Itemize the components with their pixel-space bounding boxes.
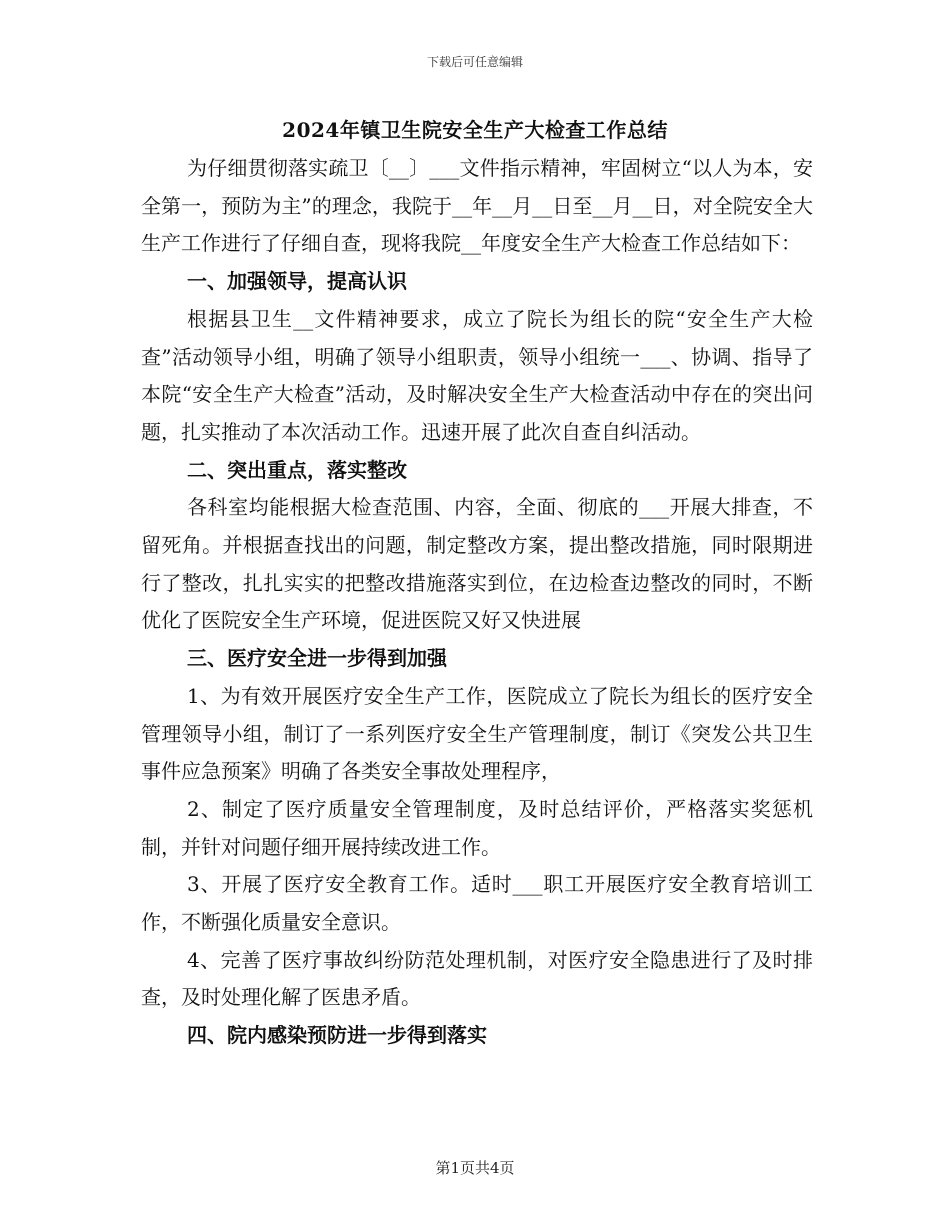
- section-3-item-4: 4、完善了医疗事故纠纷防范处理机制，对医疗安全隐患进行了及时排查，及时处理化解了医患矛盾。: [141, 947, 813, 1010]
- page-number-footer: 第1页共4页: [435, 1159, 515, 1177]
- section-3-item-3: 3、开展了医疗安全教育工作。适时___职工开展医疗安全教育培训工作，不断强化质量安全意识。: [141, 872, 813, 935]
- section-1-paragraph: 根据县卫生__文件精神要求，成立了院长为组长的院“安全生产大检查”活动领导小组，明确了领导小组职责，领导小组统一___、协调、指导了本院“安全生产大检查”活动，及时解决安全生产大检查活动中存在的突出问题，扎实推动了本次活动工作。迅速开展了此次自查自纠活动。: [141, 306, 813, 444]
- section-3-item-2: 2、制定了医疗质量安全管理制度，及时总结评价，严格落实奖惩机制，并针对问题仔细开展持续改进工作。: [141, 796, 813, 859]
- section-3-heading: 三、医疗安全进一步得到加强: [187, 646, 447, 671]
- section-3-item-1: 1、为有效开展医疗安全生产工作，医院成立了院长为组长的医疗安全管理领导小组，制订了一系列医疗安全生产管理制度，制订《突发公共卫生事件应急预案》明确了各类安全事故处理程序，: [141, 683, 813, 784]
- document-title: 2024年镇卫生院安全生产大检查工作总结: [282, 118, 668, 142]
- header-note: 下载后可任意编辑: [426, 55, 523, 69]
- document-body: [141, 150, 813, 1055]
- section-2-paragraph: 各科室均能根据大检查范围、内容，全面、彻底的___开展大排查，不留死角。并根据查找出的问题，制定整改方案，提出整改措施，同时限期进行了整改，扎扎实实的把整改措施落实到位，在边检查边整改的同时，不断优化了医院安全生产环境，促进医院又好又快进展: [141, 495, 813, 633]
- section-1-heading: 一、加强领导，提高认识: [187, 269, 407, 294]
- section-4-heading: 四、院内感染预防进一步得到落实: [187, 1023, 487, 1048]
- intro-paragraph: 为仔细贯彻落实疏卫〔__〕___文件指示精神，牢固树立“以人为本，安全第一，预防为主”的理念，我院于__年__月__日至__月__日，对全院安全大生产工作进行了仔细自查，现将我院__年度安全生产大检查工作总结如下：: [141, 156, 813, 256]
- section-2-heading: 二、突出重点，落实整改: [187, 457, 407, 482]
